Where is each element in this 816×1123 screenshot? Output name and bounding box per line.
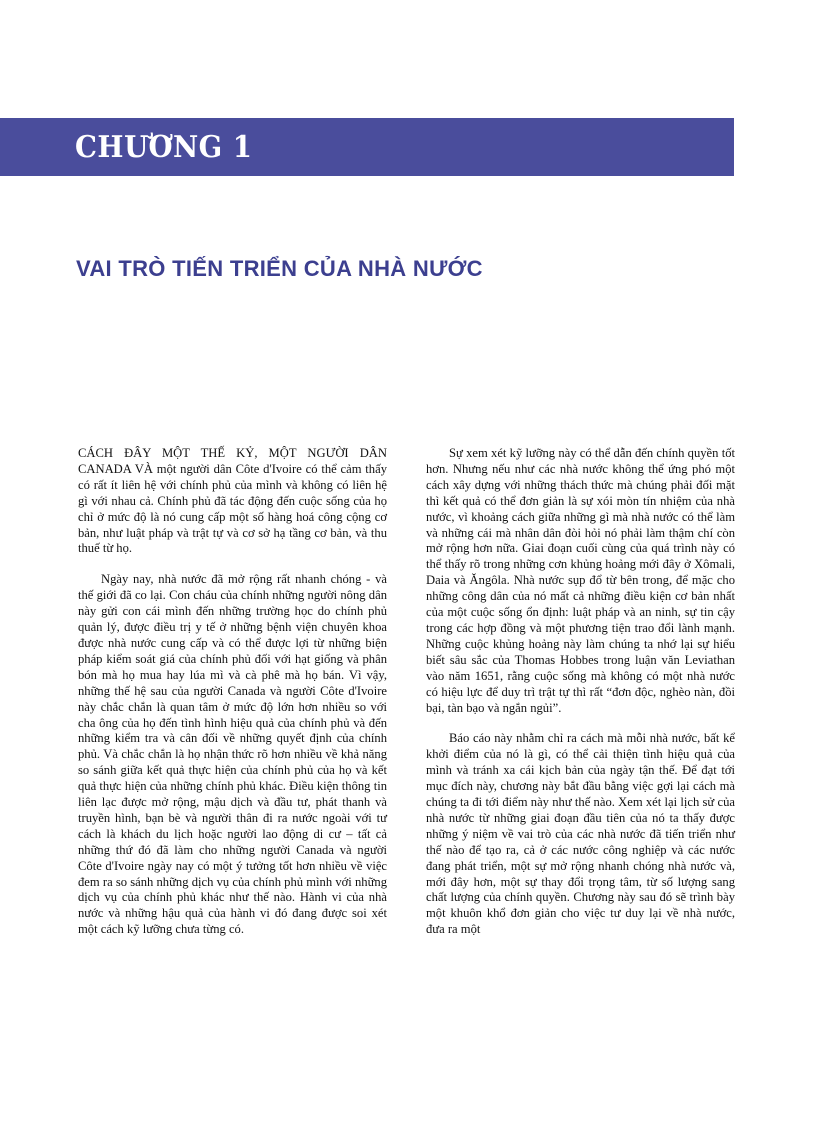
chapter-title: VAI TRÒ TIẾN TRIỂN CỦA NHÀ NƯỚC	[76, 256, 483, 281]
chapter-banner	[0, 118, 734, 176]
paragraph: Sự xem xét kỹ lưỡng này có thể dẫn đến chính quyền tốt hơn. Nhưng nếu như các nhà nước không thể ứng phó một cách xây dựng với những thách thức mà chúng phải đối mặt thì kết quả có thể đơn giản là sự xói mòn tín nhiệm của nhà nước, vì khoảng cách giữa những gì mà nhà nước có thể làm và những cái mà nhân dân đòi hỏi nó phải làm thậm chí còn mở rộng hơn nữa. Giai đoạn cuối cùng của quá trình này có thể thấy rõ trong những cơn khủng hoảng mới đây ở Xômali, Daia và Ăngôla. Nhà nước sụp đổ từ bên trong, để mặc cho những công dân của nó mất cả những điều kiện cơ bản nhất của một cuộc sống ổn định: luật pháp và an ninh, sự tin cậy trong các hợp đồng và một phương tiện trao đổi lành mạnh. Những cuộc khủng hoảng này làm chúng ta nhớ lại sự hiểu biết sâu sắc của Thomas Hobbes trong luận văn Leviathan vào năm 1651, rằng cuộc sống mà không có một nhà nước có hiệu lực để duy trì trật tự thì rất “đơn độc, nghèo nàn, đồi bại, tàn bạo và ngắn ngủi”.	[426, 446, 735, 715]
paragraph: Ngày nay, nhà nước đã mở rộng rất nhanh chóng - và thế giới đã co lại. Con cháu của chính những người nông dân này gửi con cái mình đến những trường học do chính phủ quản lý, được điều trị y tế ở những bệnh viện chuyên khoa được nhà nước cung cấp và có thể được lợi từ những biện pháp kiểm soát giá của chính phủ đối với hạt giống và phân bón mà họ mua hay lúa mì và cà phê mà họ bán. Vì vậy, những thế hệ sau của người Canada và người Côte d'Ivoire này chắc chắn là quan tâm ở mức độ lớn hơn nhiều so với cha ông của họ đến tình hình hiệu quả của chính phủ và đến những kiểm tra và cân đối về những quyết định của chính phủ. Và chắc chắn là họ nhận thức rõ hơn nhiều về khả năng so sánh giữa kết quả thực hiện của chính phủ của họ và kết quả thực hiện của những chính phủ khác. Điều kiện thông tin liên lạc được mở rộng, mậu dịch và đầu tư, phát thanh và truyền hình, bạn bè và người thân đi ra nước ngoài với tư cách là khách du lịch hoặc người lao động di cư – tất cả những thứ đó đã làm cho những người Canada và người Côte d'Ivoire ngày nay có một ý tưởng tốt hơn nhiều về việc đem ra so sánh những dịch vụ của chính phủ mình với những dịch vụ của chính phủ khác như thế nào. Hành vi của nhà nước và những hậu quả của hành vi đó đang được soi xét một cách kỹ lưỡng chưa từng có.	[78, 572, 387, 937]
right-column	[426, 446, 735, 938]
left-column	[78, 446, 387, 938]
paragraph: Báo cáo này nhằm chỉ ra cách mà mỗi nhà nước, bất kể khởi điểm của nó là gì, có thể cải thiện tình hiệu quả của mình và tránh xa cái kịch bản của ngày tận thế. Để đạt tới mục đích này, chương này bắt đầu bằng việc gợi lại cách mà chúng ta đi tới điểm này như thế nào. Xem xét lại lịch sử của nhà nước từ những giai đoạn đầu tiên của nó ta thấy được những ý niệm về vai trò của các nhà nước đã tiến triển như thế nào để tạo ra, cả ở các nước công nghiệp và các nước đang phát triển, một sự mở rộng nhanh chóng nhà nước và, mới đây hơn, một sự thay đổi trọng tâm, từ số lượng sang chất lượng của chính quyền. Chương này sau đó sẽ trình bày một khuôn khổ đơn giản cho việc tư duy lại về nhà nước, đưa ra một	[426, 731, 735, 937]
chapter-label: CHƯƠNG 1	[75, 129, 253, 165]
paragraph: CÁCH ĐÂY MỘT THẾ KỶ, MỘT NGƯỜI DÂN CANADA VÀ một người dân Côte d'Ivoire có thể cảm thấy có rất ít liên hệ với chính phủ của mình và không có liên hệ gì với nhau cả. Chính phủ đã tác động đến cuộc sống của họ chỉ ở mức độ là nó cung cấp một số hàng hoá công cộng cơ bản, như luật pháp và trật tự và cơ sở hạ tầng cơ bản, và thu thuế từ họ.	[78, 446, 387, 556]
